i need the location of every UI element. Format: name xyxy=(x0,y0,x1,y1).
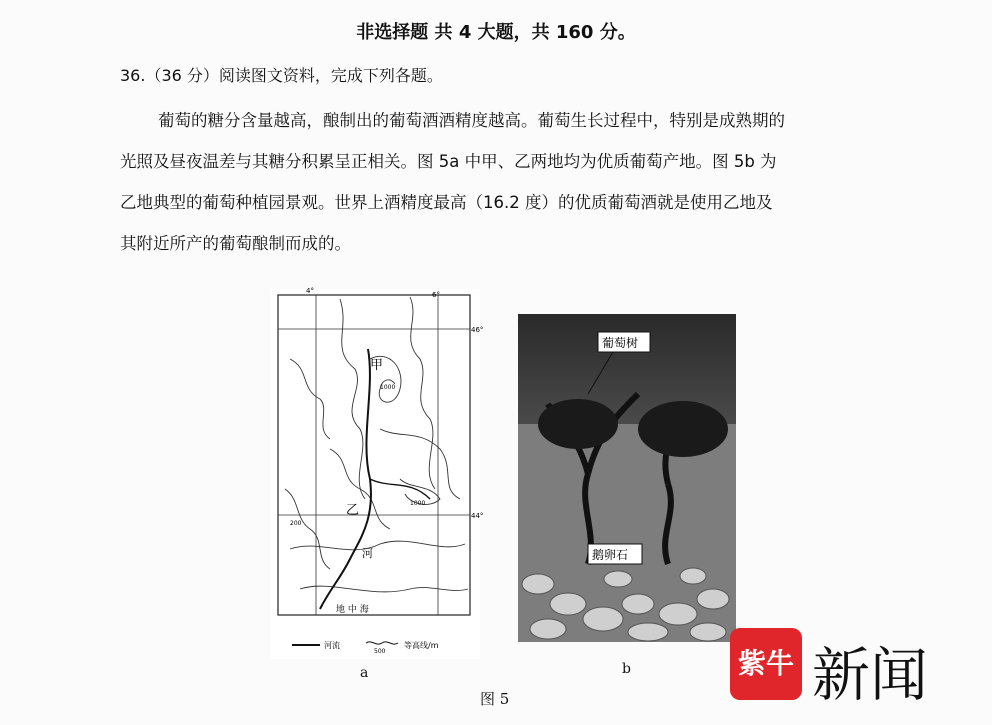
brand-text: 新闻 xyxy=(812,641,929,709)
lon-label: 6° xyxy=(432,291,440,299)
ziniu-logo: 紫牛 xyxy=(730,628,802,700)
contour-label: 1000 xyxy=(380,384,396,391)
passage-line: 乙地典型的葡萄种植园景观。世界上酒精度最高（16.2 度）的优质葡萄酒就是使用乙地及 xyxy=(120,193,773,212)
section-title: 非选择题 共 4 大题，共 160 分。 xyxy=(356,22,636,43)
photo-label-tree: 葡萄树 xyxy=(602,336,639,350)
legend-contour-value: 500 xyxy=(374,648,386,655)
vineyard-photo xyxy=(518,314,736,642)
legend-river: 河流 xyxy=(324,641,340,650)
river-label: 河 xyxy=(362,547,373,560)
legend-contour: 等高线/m xyxy=(404,641,439,650)
figure-label-b: b xyxy=(622,661,631,677)
lat-label: 46° xyxy=(471,326,484,334)
passage-line: 葡萄的糖分含量越高，酿制出的葡萄酒酒精度越高。葡萄生长过程中，特别是成熟期的 xyxy=(158,111,785,130)
sea-label: 地 中 海 xyxy=(336,605,369,615)
passage-text xyxy=(120,100,890,264)
lon-label: 4° xyxy=(306,287,314,295)
figure-label-a: a xyxy=(360,665,369,681)
contour-label: 1000 xyxy=(410,500,426,507)
contour-label: 200 xyxy=(290,520,302,527)
passage-line: 光照及昼夜温差与其糖分积累呈正相关。图 5a 中甲、乙两地均为优质葡萄产地。图 5b 为 xyxy=(120,152,777,171)
map-figure xyxy=(270,287,484,659)
figure-caption: 图 5 xyxy=(480,690,510,708)
place-yi: 乙 xyxy=(346,503,360,518)
question-heading: 36.（36 分）阅读图文资料，完成下列各题。 xyxy=(120,66,443,85)
photo-label-stone: 鹅卵石 xyxy=(592,548,629,562)
lat-label: 44° xyxy=(471,512,484,520)
place-jia: 甲 xyxy=(370,358,384,373)
passage-line: 其附近所产的葡萄酿制而成的。 xyxy=(120,234,351,253)
